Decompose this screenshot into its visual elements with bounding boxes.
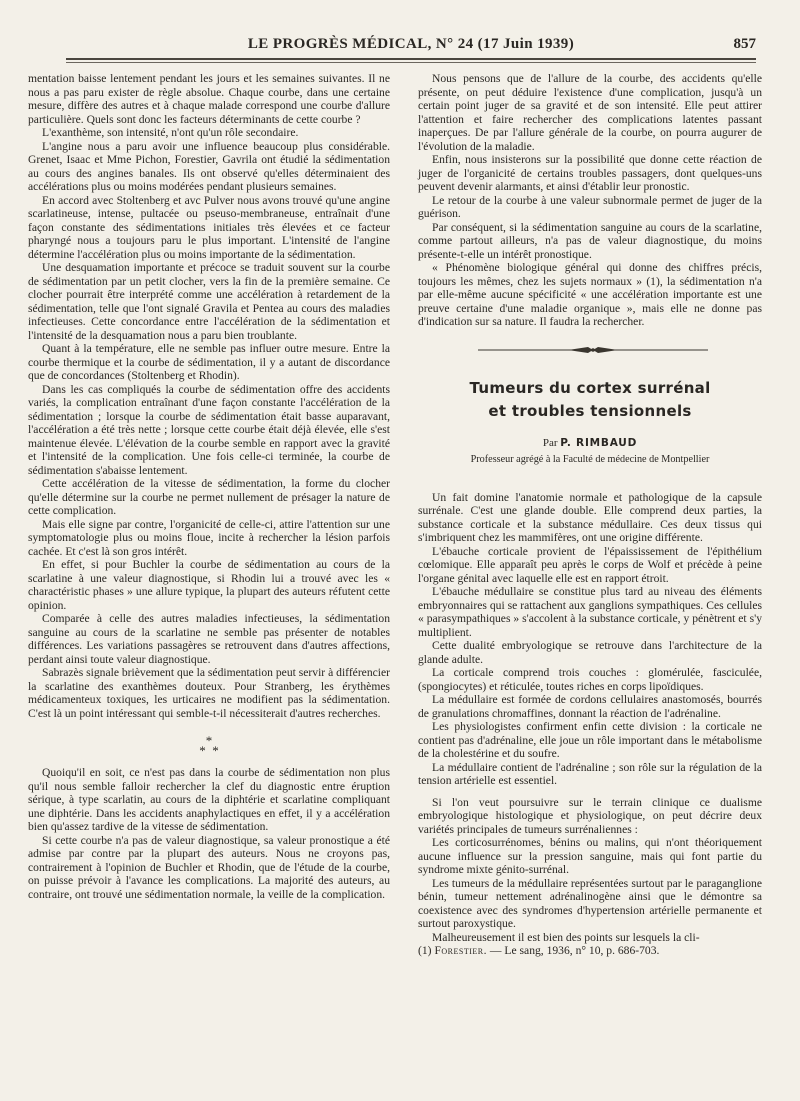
paragraph: La médullaire est formée de cordons cellulaires anastomosés, bourrés de granulations chromaffines, donnant la réaction de l'adrénaline. xyxy=(418,693,762,720)
paragraph: Cette accélération de la vitesse de sédimentation, la forme du clocher qu'elle détermine sur la courbe ne permet nullement de présager la nature de cette complication. xyxy=(28,477,390,517)
paragraph: « Phénomène biologique général qui donne des chiffres précis, toujours les mêmes, chez les sujets normaux » (1), la sédimentation n'a par elle-même aucune spécificité « une accélération importante est une preuve certaine d'une maladie organique », mais elle ne donne pas d'indication sur sa nature. Il faudra la rechercher. xyxy=(418,261,762,328)
article-title-line: Tumeurs du cortex surrénal xyxy=(469,378,711,397)
page-number: 857 xyxy=(733,36,756,52)
paragraph: La corticale comprend trois couches : glomérulée, fasciculée, (spongiocytes) et réticulée, toutes riches en corps lipoïdiques. xyxy=(418,666,762,693)
asterism-star: * xyxy=(212,743,219,758)
paragraph: L'ébauche médullaire se constitue plus tard au niveau des éléments embryonnaires qui se rattachent aux ganglions sympathiques. Ces cellules « parasympathiques » s'accolent à la substance corticale, y pénètrent et s'y multiplient. xyxy=(418,585,762,639)
paragraph: Les physiologistes confirment enfin cette division : la corticale ne contient pas d'adrénaline, elle joue un rôle important dans le métabolisme de la cholestérine et du soufre. xyxy=(418,720,762,760)
paragraph: Les tumeurs de la médullaire représentées surtout par le paraganglione bénin, tumeur nettement adrénalinogène ainsi que le démontre sa coexistence avec des syndromes d'hypertension artérielle permanente et surtout paroxystique. xyxy=(418,876,762,930)
author-affiliation: Professeur agrégé à la Faculté de médecine de Montpellier xyxy=(470,454,710,465)
paragraph: Cette dualité embryologique se retrouve dans l'architecture de la glande adulte. xyxy=(418,639,762,666)
paragraph: Les corticosurrénomes, bénins ou malins, qui n'ont théoriquement aucune influence sur la pression sanguine, mais qui font partie du syndrome mixte génito-surrénal. xyxy=(418,836,762,876)
paragraph: Dans les cas compliqués la courbe de sédimentation offre des accidents variés, la complication entraînant d'une façon constante l'accélération de la sédimentation ; lorsque la courbe de sédimentation était basse auparavant, l'accélération a été très nette ; lorsque cette courbe était déjà élevée, elle s'est maintenue élevée. L'élévation de la courbe semble en rapport avec la gravité et l'intensité de la complication. Une fois celle-ci terminée, la courbe de sédimentation s'abaisse lentement. xyxy=(28,382,390,477)
paragraph: Une desquamation importante et précoce se traduit souvent sur la courbe de sédimentation par un petit clocher, vers la fin de la première semaine. Ce clocher pourrait être interprété comme une accélération à retardement de la sédimentation, telle que l'ont signalé Gravila et Pentea au cours des maladies infectieuses. Cette concordance entre l'accélération de la sédimentation et l'intensité de la desquamation nous a paru bien troublante. xyxy=(28,261,390,342)
journal-title: LE PROGRÈS MÉDICAL, N° 24 (17 Juin 1939) xyxy=(247,36,575,52)
asterism-star: * xyxy=(205,733,213,748)
paragraph: Malheureusement il est bien des points sur lesquels la cli- xyxy=(432,930,700,944)
asterism-star: * xyxy=(199,743,206,758)
paragraph: Quant à la température, elle ne semble pas influer outre mesure. Entre la courbe thermique et la courbe de sédimentation, il y a autant de discordance que de concordances (Stoltenberg et Rhodin). xyxy=(28,342,390,382)
ornament-divider xyxy=(418,345,762,355)
right-column xyxy=(418,72,762,958)
paragraph: mentation baisse lentement pendant les jours et les semaines suivantes. Il ne nous a pas paru exister de règle absolue. Chaque courbe, dans une certaine mesure, diffère des autres et à chaque malade correspond une courbe d'allure particulière. Quels sont donc les facteurs déterminants de cette courbe ? xyxy=(28,72,390,126)
paragraph: Nous pensons que de l'allure de la courbe, des accidents qu'elle présente, on peut déduire l'existence d'une complication, jusqu'à un certain point juger de sa gravité et de son intensité. Elle peut attirer l'attention et faire rechercher des complications latentes passant inaperçues. De par l'allure générale de la courbe, on pourra augurer de l'évolution de la maladie. xyxy=(418,72,762,153)
header-rule-thin xyxy=(66,62,756,63)
header-rule xyxy=(66,58,756,60)
paragraph: Enfin, nous insisterons sur la possibilité que donne cette réaction de juger de l'organicité de certains troubles passagers, dont quelques-uns peuvent devenir alarmants, et ainsi d'établir leur pronostic. xyxy=(418,153,762,193)
paragraph: Quoiqu'il en soit, ce n'est pas dans la courbe de sédimentation non plus qu'il nous semble falloir rechercher la clef du diagnostic entre éruption sérique, à type scarlatin, au cours de la diphtérie et scarlatine compliquant une diphtérie. Dans les accidents anaphylactiques en effet, il y a accélération bien qu'assez tardive de la vitesse de sédimentation. xyxy=(28,766,390,833)
article-title xyxy=(418,377,762,423)
paragraph: L'ébauche corticale provient de l'épaississement de l'épithélium cœlomique. Elle apparaît peu après le corps de Wolf et précède à peine l'organe génital avec laquelle elle est en rapport étroit. xyxy=(418,544,762,585)
paragraph: Si cette courbe n'a pas de valeur diagnostique, sa valeur pronostique a été admise par contre par la plupart des auteurs. Nous ne croyons pas, contrairement à l'opinion de Buchler et Rhodin, que de l'étude de la courbe, on puisse prévoir à l'avance les complications. La majorité des auteurs, au contraire, ont trouvé une sédimentation normale, la veille de la complication. xyxy=(28,833,390,901)
paragraph: En effet, si pour Buchler la courbe de sédimentation au cours de la scarlatine à une valeur diagnostique, si Rhodin lui a trouvé avec les « charactéristic phases » une allure typique, la plupart des auteurs réfutent cette opinion. xyxy=(28,558,390,612)
asterism-separator xyxy=(28,733,390,758)
paragraph: L'exanthème, son intensité, n'ont qu'un rôle secondaire. xyxy=(42,126,299,139)
asterism-star-pair xyxy=(28,743,390,758)
byline-prefix: Par xyxy=(542,436,558,449)
paragraph: L'angine nous a paru avoir une influence beaucoup plus considérable. Grenet, Isaac et Mme Pichon, Forestier, Gavrila ont étudié la sédimentation au cours des angines banales. Ils ont observé qu'elles déterminaient des accélérations plus ou moins modérées pendant plusieurs semaines. xyxy=(28,139,390,193)
paragraph: Si l'on veut poursuivre sur le terrain clinique ce dualisme embryologique histologique et physiologique, on peut décrire deux variétés principales de tumeurs surrénaliennes : xyxy=(418,795,762,836)
paragraph: Comparée à celle des autres maladies infectieuses, la sédimentation sanguine au cours de la scarlatine ne semble pas présenter de notables différences. Les variations passagères se retrouvent dans d'autres affections, perdant ainsi toute valeur diagnostique. xyxy=(28,612,390,666)
byline xyxy=(418,437,762,451)
running-header xyxy=(66,30,756,58)
paragraph: Sabrazès signale brièvement que la sédimentation peut servir à différencier la scarlatine des exanthèmes douteux. Pour Stranberg, les érythèmes médicamenteux toxiques, les urticaires ne modifient pas la sédimentation. C'est là un point intéressant qui semble-t-il nécessiterait d'autres recherches. xyxy=(28,666,390,720)
footnote-text: — Le sang, 1936, n° 10, p. 686-703. xyxy=(489,944,660,957)
paragraph: La médullaire contient de l'adrénaline ; son rôle sur la régulation de la tension artérielle est essentiel. xyxy=(418,760,762,787)
author-name: P. RIMBAUD xyxy=(560,436,638,449)
article-title-line: et troubles tensionnels xyxy=(488,401,692,420)
footnote xyxy=(418,944,762,958)
footnote-marker: (1) xyxy=(418,944,432,957)
left-column xyxy=(28,72,390,901)
paragraph: En accord avec Stoltenberg et avc Pulver nous avons trouvé qu'une angine scarlatineuse, intense, pultacée ou pseuso-membraneuse, entraînait d'une façon constante des sédimentations initiales très élevées et ce facteur pharyngé nous a toujours paru le plus important. L'intensité de l'angine détermine l'accélération plus ou moins importante de la sédimentation. xyxy=(28,193,390,261)
paragraph: Le retour de la courbe à une valeur subnormale permet de juger de la guérison. xyxy=(418,193,762,220)
ornament-line-icon xyxy=(478,345,708,355)
paragraph: Par conséquent, si la sédimentation sanguine au cours de la scarlatine, comme partout ailleurs, n'a pas de valeur diagnostique, du moins présente-t-elle un intérêt pronostique. xyxy=(418,220,762,261)
footnote-author: Forestier. xyxy=(434,944,488,957)
paragraph: Mais elle signe par contre, l'organicité de celle-ci, attire l'attention sur une symptomatologie plus ou moins floue, incite à rechercher la lésion parfois cachée. Et c'est là son gros intérêt. xyxy=(28,517,390,558)
paragraph: Un fait domine l'anatomie normale et pathologique de la capsule surrénale. C'est une glande double. Elle comprend deux parties, la substance corticale et la substance médullaire. Ces deux tissus qui s'imbriquent chez les mammifères, ont une origine différente. xyxy=(418,490,762,544)
